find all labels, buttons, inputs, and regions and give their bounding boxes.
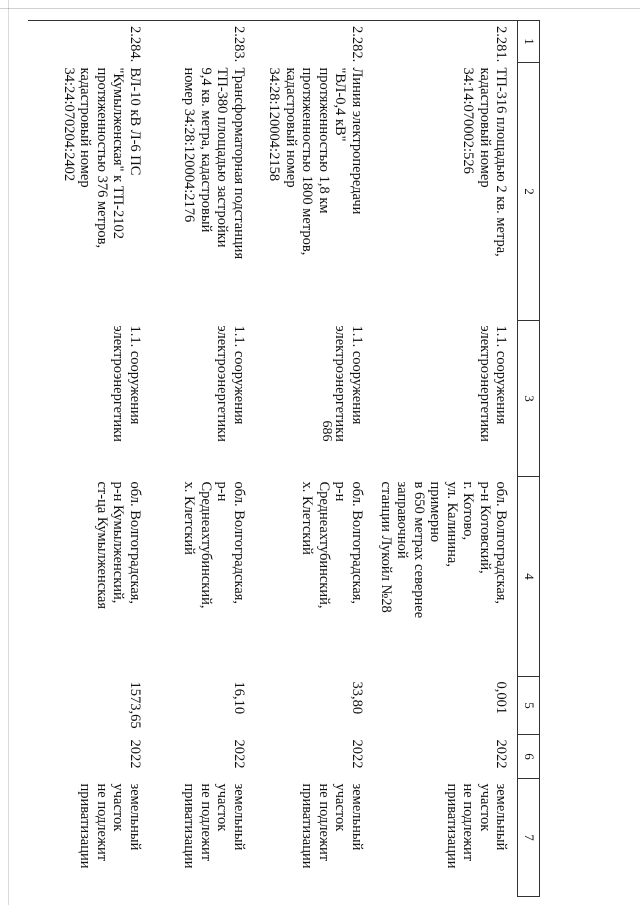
header-cell: 6 <box>518 735 540 779</box>
object-year: 2022 <box>231 739 247 769</box>
table-row <box>146 21 250 897</box>
object-name: ВЛ-10 кВ Л-6 ПС "Кумылженская" к ТП-2102 протяженностью 376 метров, кадастровый номер 34:24:070204:2402 <box>61 67 143 249</box>
header-cell: 5 <box>518 677 540 735</box>
page-number: 686 <box>319 420 334 442</box>
object-category: 1.1. сооружения электроэнергетики <box>477 325 510 442</box>
header-cell: 7 <box>518 779 540 897</box>
object-value: 16,10 <box>231 681 247 715</box>
header-cell: 3 <box>518 321 540 477</box>
object-name: Трансформаторная подстанция ТП-380 площадью застройки 9,4 кв. метра, кадастровый номер 34:28:120004:2176 <box>181 67 247 260</box>
table-row <box>28 21 146 897</box>
row-number: 2.282. <box>250 21 368 63</box>
rotated-page <box>0 20 540 896</box>
header-cell: 2 <box>518 63 540 321</box>
object-name: Линия электропередачи "ВЛ-0,4 кВ" протяженностью 1,8 км протяженностью 1800 метров, кадастровый номер 34:28:120004:2158 <box>266 67 365 256</box>
object-address: обл. Волгоградская, р-н Среднеахтубинский, х. Клетский <box>299 481 365 609</box>
property-registry-table <box>28 20 540 897</box>
object-address: обл. Волгоградская, р-н Кумылженский, ст-ца Кумылженская <box>94 481 143 610</box>
object-year: 2022 <box>349 739 365 769</box>
object-year: 2022 <box>493 739 510 769</box>
object-address: обл. Волгоградская, р-н Среднеахтубинский, х. Клетский <box>181 481 247 609</box>
object-category: 1.1. сооружения электроэнергетики <box>214 325 247 442</box>
column-number-header <box>518 21 540 897</box>
object-category: 1.1. сооружения электроэнергетики <box>110 325 143 442</box>
object-status: земельный участок не подлежит приватизации <box>299 783 365 869</box>
row-number: 2.283. <box>146 21 250 63</box>
row-number: 2.281. <box>368 21 518 63</box>
row-number: 2.284. <box>28 21 146 63</box>
object-value: 33,80 <box>349 681 365 715</box>
scan-edge-top <box>0 8 640 9</box>
table-row <box>368 21 518 897</box>
header-cell: 4 <box>518 477 540 677</box>
object-status: земельный участок не подлежит приватизации <box>444 783 510 869</box>
scan-edge-left <box>8 0 9 905</box>
object-address: обл. Волгоградская, р-н Котовский, г. Котово, ул. Калинина, примерно в 650 метрах севернее заправочной станции Лукойл №28 <box>378 481 510 619</box>
object-name: ТП-316 площадью 2 кв. метра, кадастровый номер 34:14:070002:526 <box>460 67 510 257</box>
object-value: 0,001 <box>493 681 510 715</box>
object-status: земельный участок не подлежит приватизации <box>77 783 143 869</box>
table-row <box>250 21 368 897</box>
header-cell: 1 <box>518 21 540 63</box>
object-value: 1573,65 <box>127 681 143 729</box>
object-year: 2022 <box>127 739 143 769</box>
object-category: 1.1. сооружения электроэнергетики <box>332 325 365 442</box>
object-status: земельный участок не подлежит приватизации <box>181 783 247 869</box>
